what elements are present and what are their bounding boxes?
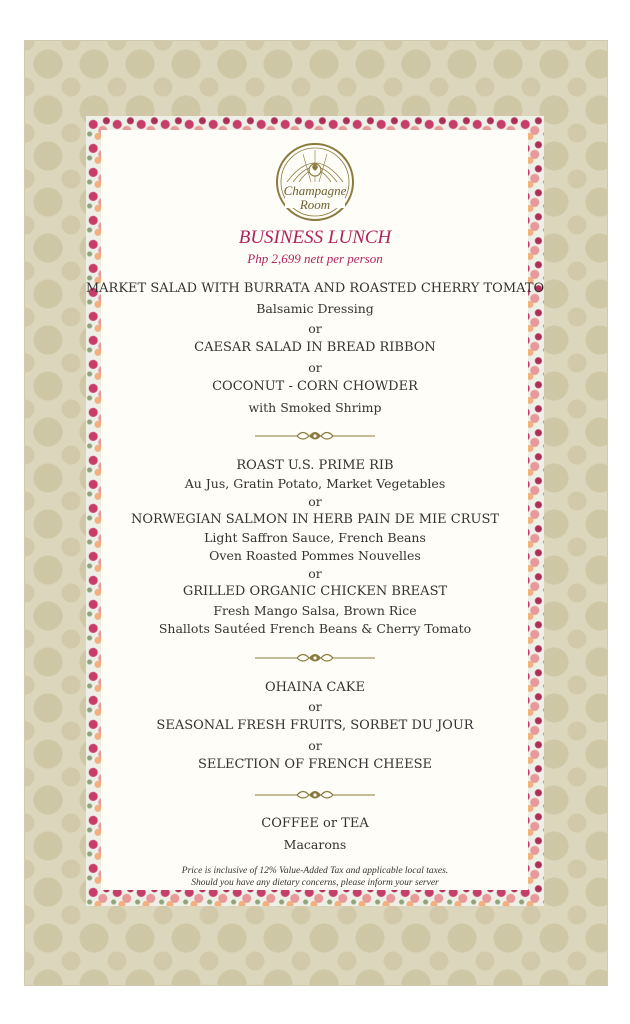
starter-1-desc: Balsamic Dressing <box>256 301 374 316</box>
starter-3-name: COCONUT - CORN CHOWDER <box>212 379 418 394</box>
logo-line2: Room <box>299 197 331 212</box>
or-label: or <box>308 321 322 336</box>
starter-2-name: CAESAR SALAD IN BREAD RIBBON <box>194 340 436 355</box>
beverage-desc: Macarons <box>283 837 347 852</box>
dessert-2-name: SEASONAL FRESH FRUITS, SORBET DU JOUR <box>156 718 474 733</box>
or-label: or <box>308 566 322 581</box>
main-2-desc2: Oven Roasted Pommes Nouvelles <box>209 548 421 563</box>
main-3-desc: Fresh Mango Salsa, Brown Rice <box>213 603 417 618</box>
dessert-1-name: OHAINA CAKE <box>265 680 365 695</box>
ornament-divider <box>253 428 377 444</box>
logo-line1: Champagne <box>283 183 347 198</box>
main-2-name: NORWEGIAN SALMON IN HERB PAIN DE MIE CRUST <box>130 512 500 527</box>
or-label: or <box>308 738 322 753</box>
main-2-desc: Light Saffron Sauce, French Beans <box>204 530 426 545</box>
champagne-room-logo <box>275 142 355 222</box>
ornament-divider <box>253 787 377 803</box>
dietary-note: Should you have any dietary concerns, please inform your server <box>191 878 439 888</box>
main-3-desc2: Shallots Sautéed French Beans & Cherry Tomato <box>158 621 472 636</box>
starter-3-desc: with Smoked Shrimp <box>248 400 382 415</box>
beverage-name: COFFEE or TEA <box>261 816 369 831</box>
main-1-desc: Au Jus, Gratin Potato, Market Vegetables <box>184 476 446 491</box>
main-1-name: ROAST U.S. PRIME RIB <box>236 458 394 473</box>
dessert-3-name: SELECTION OF FRENCH CHEESE <box>198 757 432 772</box>
menu-price: Php 2,699 nett per person <box>247 251 383 266</box>
ornament-divider <box>253 650 377 666</box>
main-3-name: GRILLED ORGANIC CHICKEN BREAST <box>182 584 448 599</box>
menu-title: BUSINESS LUNCH <box>238 227 392 248</box>
or-label: or <box>308 360 322 375</box>
tax-note: Price is inclusive of 12% Value-Added Tax and applicable local taxes. <box>181 866 449 876</box>
or-label: or <box>308 494 322 509</box>
or-label: or <box>308 699 322 714</box>
starter-1-name: MARKET SALAD WITH BURRATA AND ROASTED CHERRY TOMATO <box>85 281 545 296</box>
